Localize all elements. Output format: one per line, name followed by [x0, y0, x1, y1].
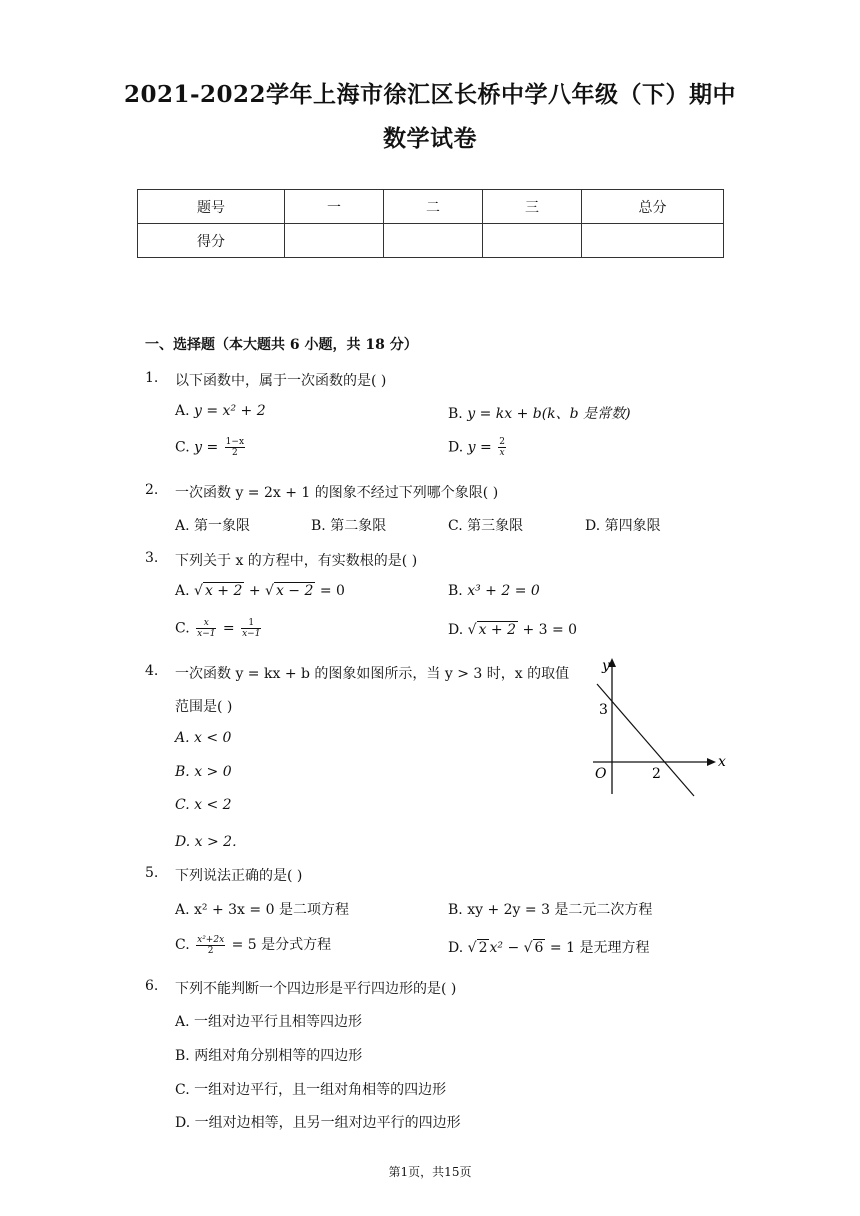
option-a [175, 583, 345, 599]
radicand: x − 2 [275, 583, 314, 599]
question-stem: 下列说法正确的是( ) [175, 868, 303, 884]
radicand: x + 2 [204, 583, 243, 599]
option-label: C. [175, 937, 190, 953]
question-stem-cont: 范围是( ) [175, 699, 233, 715]
option-d: D. 第四象限 [585, 518, 661, 534]
option-c: C. x < 2 [175, 797, 232, 813]
option-text: = 5 是分式方程 [227, 937, 332, 953]
sqrt: √ 6 [523, 940, 544, 956]
fraction [196, 935, 225, 956]
option-text: y = [194, 439, 223, 456]
fraction-numerator: 1 [241, 618, 261, 629]
option-b: B. x > 0 [175, 764, 232, 780]
table-cell: 三 [483, 190, 582, 224]
option-text: y = kx + b(k、b 是常数) [467, 406, 631, 422]
option-a: A. x < 0 [175, 730, 232, 746]
option-label: C. [175, 439, 190, 456]
option-a: A. 一组对边平行且相等四边形 [175, 1014, 363, 1030]
option-a: A. x² + 3x = 0 是二项方程 [175, 902, 349, 918]
score-cell [384, 224, 483, 258]
linear-function-graph [588, 654, 728, 799]
option-text: y = [467, 439, 497, 456]
equation-tail: = 0 [315, 583, 345, 599]
option-b: B. 第二象限 [311, 518, 387, 534]
fraction-denominator: x−1 [197, 629, 216, 639]
equation-tail: + 3 = 0 [518, 622, 578, 638]
question-stem: 下列不能判断一个四边形是平行四边形的是( ) [175, 981, 457, 997]
origin-label: O [595, 766, 607, 782]
table-row [138, 224, 724, 258]
option-text: = 1 是无理方程 [545, 940, 650, 956]
option-label: D. [448, 439, 464, 456]
option-d: D. 一组对边相等，且另一组对边平行的四边形 [175, 1115, 461, 1131]
fraction-denominator: 2 [207, 945, 214, 956]
option-text: x³ + 2 = 0 [467, 583, 540, 599]
page-subtitle: 数学试卷 [383, 125, 477, 152]
radicand: x + 2 [478, 622, 516, 638]
fraction [241, 618, 261, 639]
x-intercept-label: 2 [652, 766, 661, 782]
option-label: C. [175, 620, 190, 637]
question-number: 2. [145, 482, 159, 498]
fraction-denominator: 2 [231, 448, 238, 458]
option-c [175, 618, 263, 639]
sqrt: √ x + 2 [467, 622, 516, 638]
option-d [448, 437, 508, 458]
option-a [175, 403, 266, 419]
fraction [225, 437, 245, 458]
section-heading: 一、选择题（本大题共 6 小题，共 18 分） [145, 337, 418, 353]
option-d [448, 622, 577, 638]
table-row [138, 190, 724, 224]
option-d: D. x > 2． [175, 834, 247, 850]
sqrt: √ x + 2 [194, 583, 243, 599]
table-cell: 题号 [138, 190, 285, 224]
option-label: D. [448, 622, 464, 638]
question-number: 5. [145, 865, 159, 881]
fraction-numerator: 1−x [225, 437, 245, 447]
question-number: 3. [145, 550, 159, 566]
option-label: B. [448, 583, 463, 599]
question-number: 1. [145, 370, 159, 386]
table-cell: 一 [285, 190, 384, 224]
table-cell: 得分 [138, 224, 285, 258]
option-d [448, 937, 649, 957]
page-footer: 第1页，共15页 [388, 1165, 472, 1179]
table-cell: 二 [384, 190, 483, 224]
fraction [498, 437, 506, 458]
fraction-numerator: x²+2x [197, 934, 225, 945]
table-cell: 总分 [582, 190, 724, 224]
y-axis-label: y [602, 658, 610, 674]
fraction [196, 618, 216, 639]
fraction-denominator: x [499, 448, 505, 458]
option-b: B. 两组对角分别相等的四边形 [175, 1048, 363, 1064]
score-cell [483, 224, 582, 258]
option-a: A. 第一象限 [175, 518, 251, 534]
option-c [175, 437, 247, 458]
question-stem: 一次函数 y = kx + b 的图象如图所示，当 y > 3 时，x 的取值 [175, 666, 570, 682]
option-text: y = x² + 2 [194, 403, 266, 419]
option-b [448, 583, 540, 599]
operator: x² − [489, 940, 524, 956]
sqrt: √ 2 [467, 940, 488, 956]
fraction-numerator: x [196, 618, 216, 629]
question-number: 4. [145, 663, 159, 679]
option-c: C. 第三象限 [448, 518, 524, 534]
option-c: C. 一组对边平行，且一组对角相等的四边形 [175, 1082, 447, 1098]
score-table [137, 189, 724, 258]
option-label: A. [175, 403, 190, 419]
option-b [448, 403, 631, 423]
option-c [175, 934, 331, 956]
radicand: 2 [478, 940, 488, 956]
fraction-numerator: 2 [499, 437, 505, 447]
sqrt: √ x − 2 [265, 583, 314, 599]
fraction-denominator: x−1 [242, 629, 261, 639]
question-stem: 一次函数 y = 2x + 1 的图象不经过下列哪个象限( ) [175, 485, 499, 501]
question-stem: 下列关于 x 的方程中，有实数根的是( ) [175, 553, 418, 569]
option-b: B. xy + 2y = 3 是二元二次方程 [448, 902, 653, 918]
operator: + [244, 583, 266, 599]
x-axis-arrow-icon [707, 758, 716, 766]
radicand: 6 [534, 940, 544, 956]
option-label: D. [448, 940, 464, 956]
y-intercept-label: 3 [599, 702, 608, 718]
operator: = [218, 620, 240, 637]
score-cell [285, 224, 384, 258]
x-axis-label: x [718, 754, 726, 770]
question-stem: 以下函数中，属于一次函数的是( ) [175, 373, 387, 389]
option-label: B. [448, 406, 463, 422]
page-title: 2021-2022学年上海市徐汇区长桥中学八年级（下）期中 [123, 81, 737, 108]
score-cell [582, 224, 724, 258]
question-number: 6. [145, 978, 159, 994]
option-label: A. [175, 583, 190, 599]
